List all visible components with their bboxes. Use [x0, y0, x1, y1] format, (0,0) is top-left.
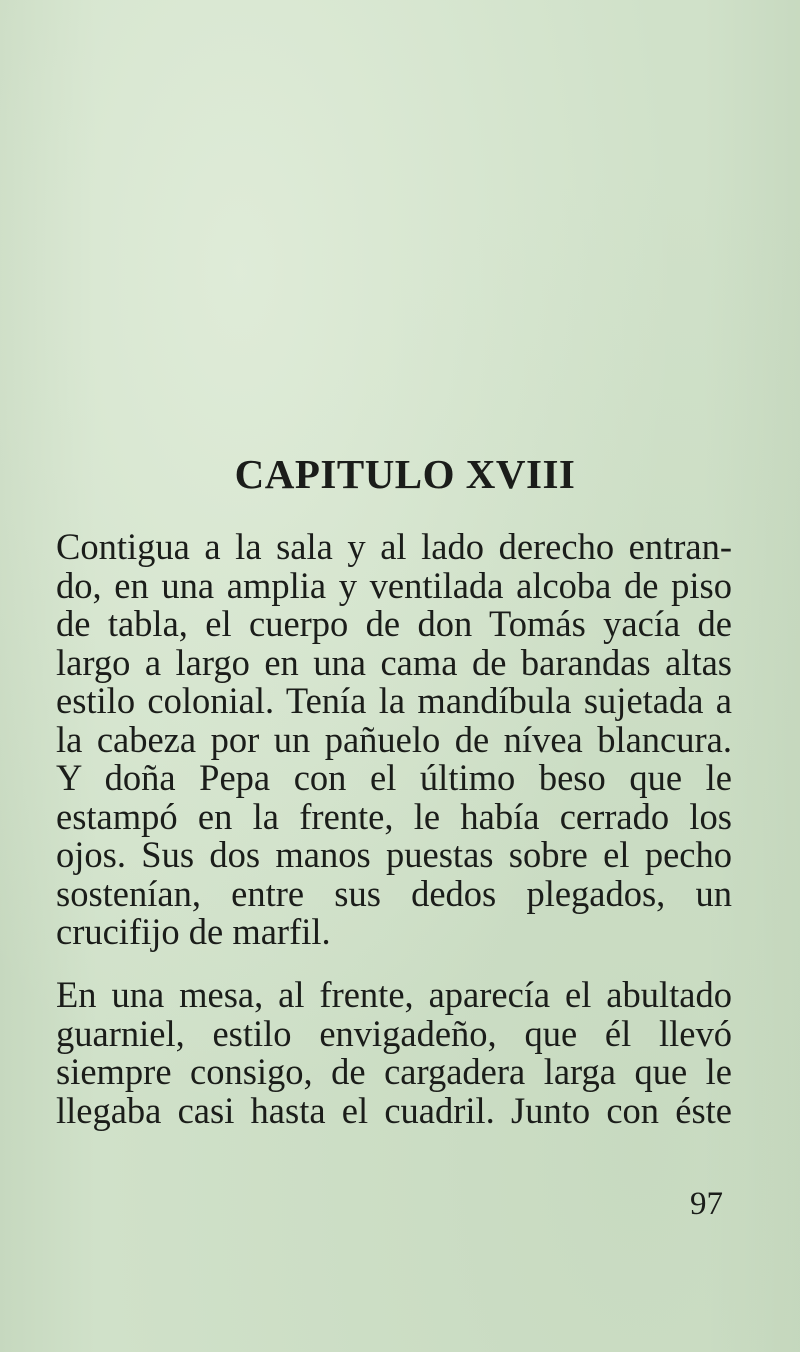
text-line: estampó en la frente, le había cerrado los	[56, 795, 732, 837]
text-line: Contigua a la sala y al lado derecho entran-	[56, 526, 732, 567]
text-line: sostenían, entre sus dedos plegados, un	[56, 872, 732, 914]
paragraph-2	[56, 976, 732, 1130]
text-line: En una mesa, al frente, aparecía el abultado	[56, 974, 732, 1015]
paragraph-1	[56, 528, 732, 952]
text-line: estilo colonial. Tenía la mandíbula sujetada a	[56, 680, 732, 721]
text-line: do, en una amplia y ventilada alcoba de piso	[56, 564, 732, 606]
text-line: siempre consigo, de cargadera larga que le	[56, 1051, 732, 1092]
text-line: guarniel, estilo envigadeño, que él llevó	[56, 1012, 732, 1054]
chapter-title: CAPITULO XVIII	[234, 451, 576, 497]
text-line: crucifijo de marfil.	[56, 911, 331, 952]
text-line: Y doña Pepa con el último beso que le	[56, 757, 732, 798]
text-line: de tabla, el cuerpo de don Tomás yacía de	[56, 603, 732, 644]
text-line: llegaba casi hasta el cuadril. Junto con éste	[56, 1089, 732, 1131]
text-line: largo a largo en una cama de barandas altas	[56, 641, 732, 683]
text-line: ojos. Sus dos manos puestas sobre el pecho	[56, 834, 732, 875]
page-number: 97	[690, 1186, 723, 1222]
text-line: la cabeza por un pañuelo de nívea blancura.	[56, 718, 732, 760]
